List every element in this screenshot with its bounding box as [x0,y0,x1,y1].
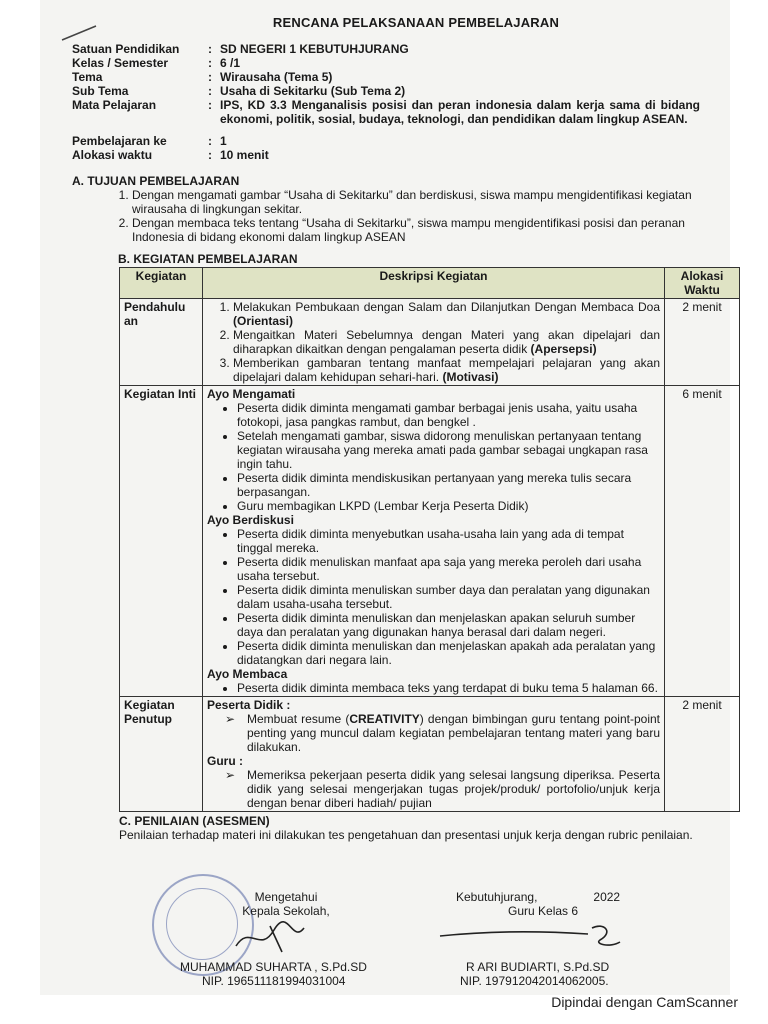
principal-name-block [180,960,367,988]
identity-value: Wirausaha (Tema 5) [220,70,333,84]
mengamati-list [207,401,660,513]
principal-nip: NIP. 196511181994031004 [202,974,346,988]
document-body [72,16,700,244]
teacher-nip: NIP. 197912042014062005. [460,974,609,988]
identity-sep: : [208,42,212,56]
activities-block [72,250,752,842]
identity-row [72,148,700,162]
principal-block [226,890,346,918]
subheading: Ayo Berdiskusi [207,513,294,527]
section-a-heading: A. TUJUAN PEMBELAJARAN [72,174,240,188]
identity-value: Usaha di Sekitarku (Sub Tema 2) [220,84,406,98]
list-item: • Peserta didik diminta mengamati gambar berbagai jenis usaha, yaitu usaha fotokopi, jasa pangkas rambut, dan bengkel . [237,401,660,429]
table-header-row [120,268,740,299]
teacher-signature [438,920,638,950]
identity-sep: : [208,84,212,98]
list-item: • Peserta didik diminta mendiskusikan pertanyaan yang mereka tulis secara berpasangan. [237,471,660,499]
row-description [203,697,665,812]
row-label: Pendahulu an [120,299,203,386]
identity-row [72,84,700,98]
list-item: • Peserta didik diminta membaca teks yang terdapat di buku tema 5 halaman 66. [237,681,660,695]
list-item: 1. Melakukan Pembukaan dengan Salam dan Dilanjutkan Dengan Membaca Doa (Orientasi) [233,300,660,328]
identity-label: Mata Pelajaran [72,98,157,112]
membaca-list [207,681,660,695]
row-label: Kegiatan Penutup [120,697,203,812]
teacher-name-block [460,960,610,988]
list-item: ➢ Memeriksa pekerjaan peserta didik yang selesai langsung diperiksa. Peserta didik yang selesai mengerjakan tugas projek/produk/ portofolio/unjuk kerja dengan benar diberi hadiah/ pujian [247,768,660,810]
list-item: • Peserta didik menuliskan manfaat apa saja yang mereka peroleh dari usaha usaha tersebut. [237,555,660,583]
teacher-title: Guru Kelas 6 [508,904,579,918]
identity-label: Tema [72,70,103,84]
objective-item: 1. Dengan mengamati gambar “Usaha di Sekitarku” dan berdiskusi, siswa mampu mengidentifikasi kegiatan wirausaha di lingkungan sekitar. [132,188,700,216]
guru-list [207,768,660,810]
identity-sep: : [208,148,212,162]
list-item: ➢ Membuat resume (CREATIVITY) dengan bimbingan guru tentang point-point penting yang muncul dalam kegiatan pembelajaran tentang materi yang baru dilakukan. [247,712,660,754]
list-item: 3. Memberikan gambaran tentang manfaat mempelajari pelajaran yang akan dipelajari dalam kehidupan sehari-hari. (Motivasi) [233,356,660,384]
scanner-watermark: Dipindai dengan CamScanner [551,994,738,1010]
identity-row [72,70,700,84]
place-date: Kebutuhjurang, 2022 [456,890,621,904]
principal-title: Kepala Sekolah, [242,904,330,918]
row-time: 6 menit [665,386,740,697]
objectives-list [72,188,700,244]
identity-label: Pembelajaran ke [72,134,167,148]
identity-label: Sub Tema [72,84,129,98]
header-deskripsi: Deskripsi Kegiatan [203,268,665,299]
list-item: • Guru membagikan LKPD (Lembar Kerja Peserta Didik) [237,499,660,513]
subheading: Ayo Membaca [207,667,288,681]
identity-row [72,42,700,56]
identity-row [72,134,700,148]
identity-value: 10 menit [220,148,269,162]
table-row [120,386,740,697]
section-b-heading: B. KEGIATAN PEMBELAJARAN [118,252,298,266]
list-item: • Peserta didik diminta menuliskan dan menjelaskan apakan seluruh sumber daya dan peralatan yang digunakan hanya berasal dari dalam negeri. [237,611,660,639]
subheading: Peserta Didik : [207,698,291,712]
row-description [203,386,665,697]
teacher-name: R ARI BUDIARTI, S.Pd.SD [466,960,610,974]
teacher-block [456,890,656,918]
activities-table [119,267,740,812]
row-label: Kegiatan Inti [120,386,203,697]
row-time: 2 menit [665,697,740,812]
list-item: 2. Mengaitkan Materi Sebelumnya dengan Materi yang akan dipelajari dan diharapkan dikaitkan dengan pengalaman peserta didik (Apersepsi) [233,328,660,356]
table-row [120,299,740,386]
berdiskusi-list [207,527,660,667]
identity-row [72,98,700,126]
mengetahui-label: Mengetahui [254,890,318,904]
principal-signature [230,916,320,956]
row-description [203,299,665,386]
list-item: • Peserta didik diminta menuliskan sumber daya dan peralatan yang digunakan dalam usaha-usaha tersebut. [237,583,660,611]
identity-value: 1 [220,134,227,148]
identity-sep: : [208,56,212,70]
peserta-list [207,712,660,754]
identity-value: SD NEGERI 1 KEBUTUHJURANG [220,42,409,56]
objective-item: 2. Dengan membaca teks tentang “Usaha di Sekitarku”, siswa mampu mengidentifikasi posisi dan peranan Indonesia di bidang ekonomi dalam lingkup ASEAN [132,216,700,244]
header-kegiatan: Kegiatan [120,268,203,299]
list-item: • Peserta didik diminta menuliskan dan menjelaskan apakah ada peralatan yang didatangkan dari negara lain. [237,639,660,667]
subheading: Ayo Mengamati [207,387,296,401]
assessment-text: Penilaian terhadap materi ini dilakukan tes pengetahuan dan presentasi unjuk kerja dengan rubric penilaian. [119,828,693,842]
table-row [120,697,740,812]
list-item: • Setelah mengamati gambar, siswa didorong menuliskan pertanyaan tentang kegiatan wirausaha yang mereka amati pada gambar sebagai ungkapan rasa ingin tahu. [237,429,660,471]
identity-sep: : [208,134,212,148]
document-title: RENCANA PELAKSANAAN PEMBELAJARAN [272,15,560,30]
identity-label: Satuan Pendidikan [72,42,180,56]
identity-sep: : [208,98,212,112]
identity-block [72,42,700,162]
section-c-heading: C. PENILAIAN (ASESMEN) [119,814,270,828]
identity-value: 6 /1 [220,56,241,70]
identity-label: Kelas / Semester [72,56,169,70]
intro-steps [207,300,660,384]
header-alokasi: Alokasi Waktu [665,268,740,299]
identity-row [72,56,700,70]
identity-value: IPS, KD 3.3 Menganalisis posisi dan peran indonesia dalam kerja sama di bidang ekonomi, politik, sosial, budaya, teknologi, dan pendidikan dalam lingkup ASEAN. [220,98,700,126]
row-time: 2 menit [665,299,740,386]
list-item: • Peserta didik diminta menyebutkan usaha-usaha lain yang ada di tempat tinggal mereka. [237,527,660,555]
subheading: Guru : [207,754,243,768]
identity-sep: : [208,70,212,84]
principal-name: MUHAMMAD SUHARTA , S.Pd.SD [180,960,367,974]
identity-label: Alokasi waktu [72,148,153,162]
